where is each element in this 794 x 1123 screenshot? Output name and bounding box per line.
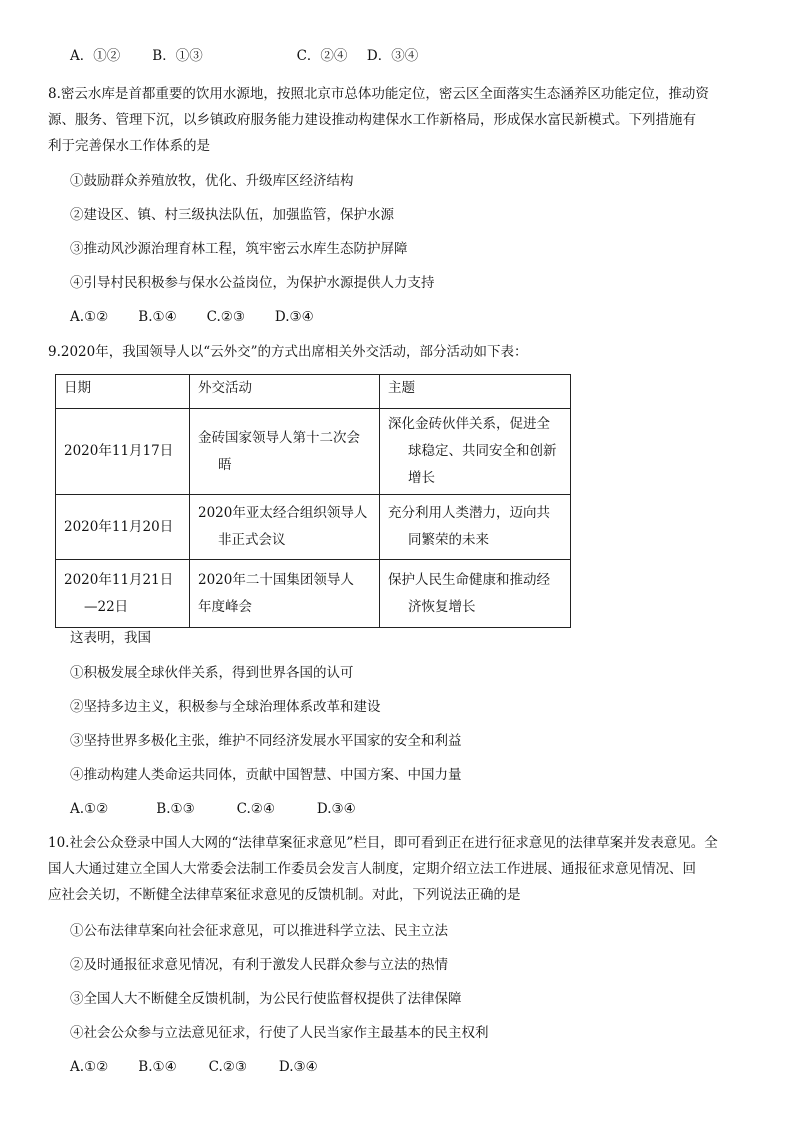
q10-item: ②及时通报征求意见情况，有利于激发人民群众参与立法的热情 — [70, 957, 448, 973]
q10-option-a: A.①② — [70, 1059, 109, 1075]
q9-cell-theme — [380, 560, 571, 628]
q9-cell-line: 增长 — [408, 470, 435, 486]
q9-table — [55, 374, 571, 628]
q9-cell-line: 2020年亚太经合组织领导人 — [198, 505, 368, 521]
q9-option-d: D.③④ — [316, 801, 356, 817]
q8-item: ②建设区、镇、村三级执法队伍，加强监管，保护水源 — [70, 207, 394, 223]
q9-cell-activity — [190, 560, 380, 628]
q9-cell-line: 济恢复增长 — [408, 598, 476, 615]
q8-option-b: B.①④ — [138, 309, 177, 325]
q9-options — [70, 800, 356, 818]
q10-option-b: B.①④ — [138, 1059, 177, 1075]
q8-stem-line: 利于完善保水工作体系的是 — [48, 138, 210, 154]
q7-options — [70, 47, 418, 65]
q9-table-row — [56, 409, 571, 495]
q9-item: ①积极发展全球伙伴关系，得到世界各国的认可 — [70, 665, 354, 681]
q9-cell-line: 球稳定、共同安全和创新 — [408, 443, 557, 459]
q7-option-d: D．③④ — [366, 48, 419, 64]
q9-cell-date — [56, 560, 190, 628]
q10-option-c: C.②③ — [208, 1059, 247, 1075]
q9-cell-activity — [190, 409, 380, 495]
q9-cell-line: 晤 — [218, 456, 232, 473]
q9-item: ③坚持世界多极化主张，维护不同经济发展水平国家的安全和利益 — [70, 733, 462, 749]
q10-item: ④社会公众参与立法意见征求，行使了人民当家作主最基本的民主权利 — [70, 1025, 489, 1041]
q9-cell-date — [56, 409, 190, 495]
q9-header-theme: 主题 — [380, 375, 571, 409]
q8-option-d: D.③④ — [274, 309, 314, 325]
q8-option-c: C.②③ — [206, 309, 245, 325]
q8-item: ③推动风沙源治理育林工程，筑牢密云水库生态防护屏障 — [70, 241, 408, 257]
q9-cell-line: 非正式会议 — [218, 532, 286, 548]
q9-cell-theme — [380, 495, 571, 560]
q9-cell-line: 2020年11月17日 — [64, 443, 174, 459]
q9-item: ④推动构建人类命运共同体，贡献中国智慧、中国方案、中国力量 — [70, 767, 462, 783]
q9-cell-line: 同繁荣的未来 — [408, 532, 489, 548]
q8-stem-line: 源、服务、管理下沉，以乡镇政府服务能力建设推动构建保水工作新格局，形成保水富民新模式。下列措施有 — [48, 112, 696, 128]
q9-option-c: C.②④ — [236, 801, 275, 817]
q8-options — [70, 308, 314, 326]
q9-table-header-row — [56, 375, 571, 409]
q7-option-a: A．①② — [70, 48, 121, 64]
q8-option-a: A.①② — [70, 309, 109, 325]
q10-stem-line: 国人大通过建立全国人大常委会法制工作委员会发言人制度，定期介绍立法工作进展、通报征求意见情况、回 — [48, 861, 696, 877]
q8-item: ④引导村民积极参与保水公益岗位，为保护水源提供人力支持 — [70, 275, 435, 291]
q9-table-row — [56, 560, 571, 628]
q9-cell-line: 年度峰会 — [198, 598, 252, 615]
q9-lead: 这表明，我国 — [70, 630, 151, 646]
q8-item: ①鼓励群众养殖放牧，优化、升级库区经济结构 — [70, 173, 354, 189]
q9-cell-line: 2020年11月20日 — [64, 518, 174, 535]
q10-stem-line: 应社会关切，不断健全法律草案征求意见的反馈机制。对此，下列说法正确的是 — [48, 887, 521, 903]
q9-header-activity: 外交活动 — [190, 375, 380, 409]
q9-cell-line: 金砖国家领导人第十二次会 — [198, 429, 360, 446]
q9-cell-line: —22日 — [84, 598, 129, 615]
q9-cell-line: 充分利用人类潜力，迈向共 — [388, 505, 550, 521]
q10-options — [70, 1058, 318, 1076]
q10-stem-line: 10.社会公众登录中国人大网的“法律草案征求意见”栏目，即可看到正在进行征求意见的法律草案并发表意见。全 — [48, 835, 718, 851]
q9-option-a: A.①② — [70, 801, 109, 817]
q10-item: ③全国人大不断健全反馈机制，为公民行使监督权提供了法律保障 — [70, 991, 462, 1007]
q10-item: ①公布法律草案向社会征求意见，可以推进科学立法、民主立法 — [70, 923, 448, 939]
q7-option-c: C．②④ — [296, 48, 348, 64]
q9-item: ②坚持多边主义，积极参与全球治理体系改革和建设 — [70, 699, 381, 715]
q9-stem: 9.2020年，我国领导人以“云外交”的方式出席相关外交活动，部分活动如下表： — [48, 344, 528, 360]
q7-option-b: B．①③ — [152, 48, 203, 64]
q9-cell-line: 2020年11月21日 — [64, 571, 174, 588]
q10-option-d: D.③④ — [278, 1059, 318, 1075]
q9-header-date: 日期 — [56, 375, 190, 409]
q9-table-row — [56, 495, 571, 560]
q9-cell-theme — [380, 409, 571, 495]
q9-cell-line: 2020年二十国集团领导人 — [198, 571, 354, 588]
q9-cell-date — [56, 495, 190, 560]
q8-stem-line: 8.密云水库是首都重要的饮用水源地，按照北京市总体功能定位，密云区全面落实生态涵养区功能定位，推动资 — [48, 86, 709, 102]
q9-cell-line: 保护人民生命健康和推动经 — [388, 571, 550, 588]
q9-cell-line: 深化金砖伙伴关系，促进全 — [388, 416, 550, 432]
q9-option-b: B.①③ — [156, 801, 195, 817]
q9-cell-activity — [190, 495, 380, 560]
